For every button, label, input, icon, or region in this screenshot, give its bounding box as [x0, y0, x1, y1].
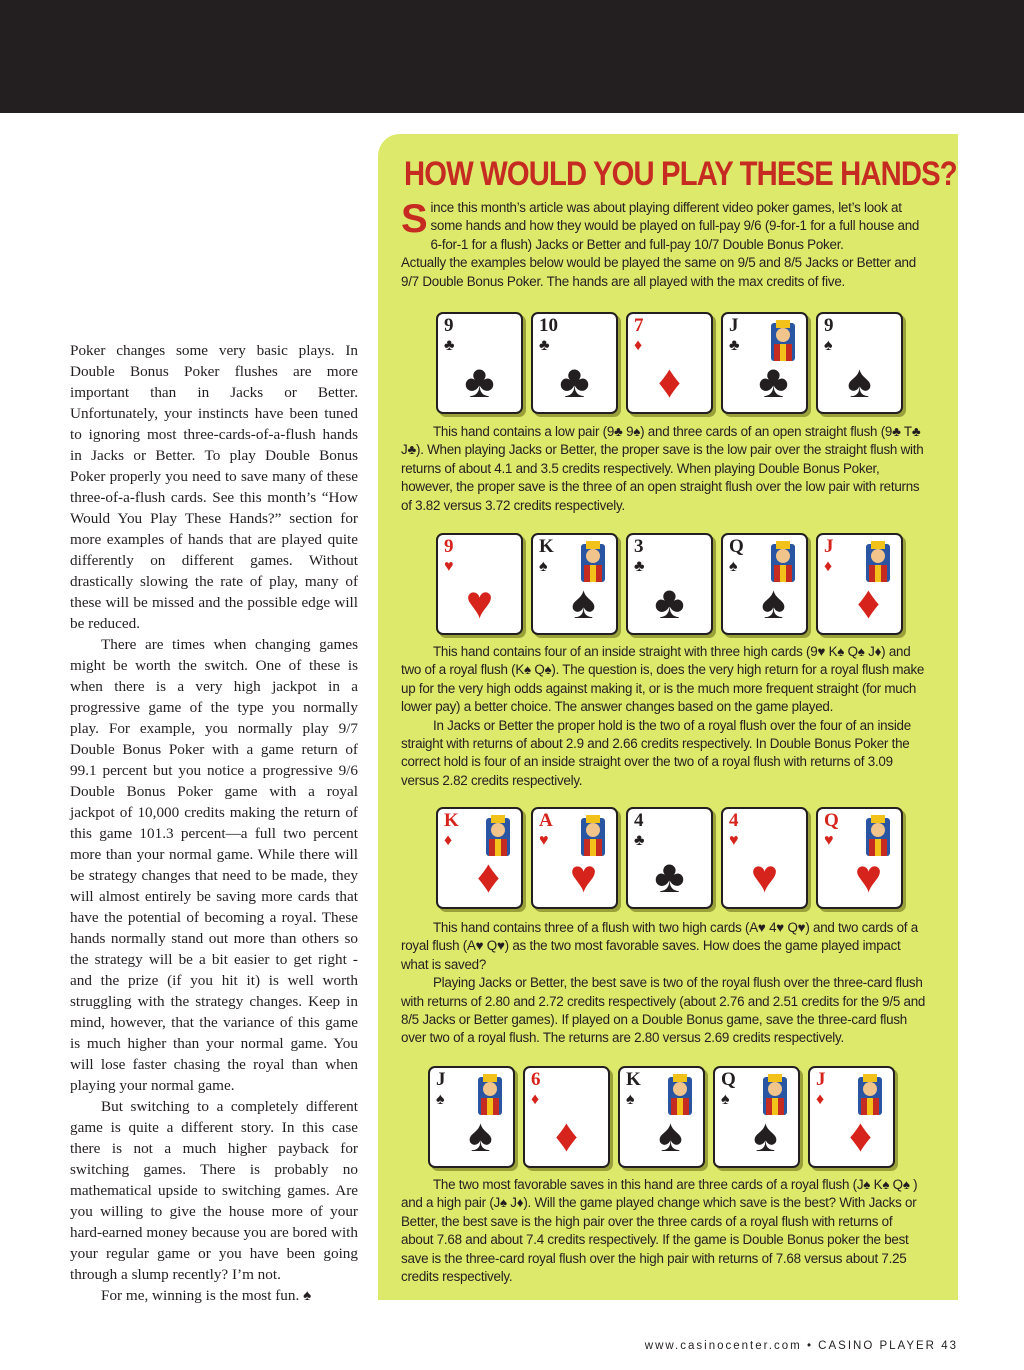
heart-small-icon: ♥ [539, 832, 549, 849]
card-hand-4 [428, 1066, 895, 1168]
hand-3-text-2: Playing Jacks or Better, the best save is two of the royal flush over the three-card flush with returns of 2.80 and 2.72 credits respectively (about 2.76 and 2.51 credits for the 9/5 and 8/5 Jacks or Better games). If played on a Double Bonus game, save the three-card flush over two of a royal flush. The returns are 2.80 versus 2.69 credits respectively. [401, 975, 926, 1046]
card-rank: A [539, 810, 553, 831]
card-hand-1 [436, 312, 903, 414]
spade-small-icon: ♠ [729, 558, 738, 575]
intro-text: ince this month’s article was about playing different video poker games, let’s look at some hands and how they would be played on full-pay 9/6 (9-for-1 for a full house and 6-for-1 for a flush) Jacks or Better and full-pay 10/7 Double Bonus Poker. [430, 200, 920, 252]
card-hand-2 [436, 533, 903, 635]
club-icon: ♣ [464, 356, 495, 407]
card-rank: J [436, 1069, 446, 1090]
hand-3-text: This hand contains three of a flush with two high cards (A♥ 4♥ Q♥) and two cards of a royal flush (A♥ Q♥) as the two most favorable saves. How does the game played impact what is saved? [401, 920, 918, 972]
spade-icon: ♠ [753, 1110, 778, 1161]
article-paragraph: There are times when changing games might be worth the switch. One of these is when there is a very high jackpot in a progressive game of the type you normally play. For example, you normally play 9/7 Double Bonus Poker with a game return of 99.1 percent but you notice a progressive 9/6 Double Bonus Poker game with a royal jackpot of 10,000 credits making the return of this game 101.3 percent—a full two percent more than your normal game. While there will be strategy changes that need to be made, they will almost entirely be saving more cards that have the potential of becoming a royal. These hands normally stand out more than others so the strategy will be a bit easier to get right - and the prize (if you hit it) is well worth struggling with the strategy changes. Keep in mind, however, that the variance of this game is much higher than your normal game. You will lose faster chasing the royal than when playing your normal game. [70, 636, 358, 1094]
drop-cap: S [401, 197, 428, 241]
playing-card [523, 1066, 610, 1168]
card-rank: 3 [634, 536, 644, 557]
spade-small-icon: ♠ [626, 1091, 635, 1108]
footer-bullet: • [806, 1340, 813, 1352]
diamond-icon: ♦ [554, 1110, 579, 1161]
article-closing-line [70, 1285, 358, 1306]
footer-page-number: 43 [941, 1340, 958, 1352]
playing-card [816, 533, 903, 635]
playing-card [721, 807, 808, 909]
spade-icon: ♠ [468, 1110, 493, 1161]
playing-card [531, 312, 618, 414]
hand-2-text-2: In Jacks or Better the proper hold is the two of a royal flush over the four of an inside straight with returns of about 2.9 and 2.66 credits respectively. In Double Bonus Poker the correct hold is four of an inside straight over the two of a royal flush with returns of 3.09 versus 2.82 credits respectively. [401, 717, 911, 788]
diamond-small-icon: ♦ [531, 1091, 540, 1108]
card-rank: J [729, 315, 739, 336]
playing-card [626, 312, 713, 414]
hand-2-text: This hand contains four of an inside straight with three high cards (9♥ K♠ Q♠ J♦) and two of a royal flush (K♠ Q♠). The question is, does the very high return for a royal flush make up for the very high odds against making it, or is the much more frequent straight (for much lower pay) a better choice. The answer changes based on the game played. [401, 644, 925, 715]
intro-text-2: Actually the examples below would be played the same on 9/5 and 8/5 Jacks or Better and 9/7 Double Bonus Poker. The hands are all played with the max credits of five. [401, 255, 916, 289]
diamond-small-icon: ♦ [824, 558, 833, 575]
spade-icon: ♠ [761, 577, 786, 628]
card-rank: J [816, 1069, 826, 1090]
playing-card [531, 807, 618, 909]
top-black-bar [0, 0, 1024, 113]
playing-card [816, 312, 903, 414]
heart-small-icon: ♥ [729, 832, 739, 849]
club-icon: ♣ [559, 356, 590, 407]
footer-magazine: CASINO PLAYER [818, 1340, 936, 1352]
playing-card [721, 312, 808, 414]
card-rank: K [539, 536, 554, 557]
diamond-small-icon: ♦ [634, 337, 643, 354]
spade-small-icon: ♠ [721, 1091, 730, 1108]
hand-3-description [401, 919, 926, 1048]
club-small-icon: ♣ [539, 337, 550, 354]
club-small-icon: ♣ [634, 832, 645, 849]
club-icon: ♣ [654, 577, 685, 628]
article-paragraph: Poker changes some very basic plays. In Double Bonus Poker flushes are more important than in Jacks or Better. Unfortunately, your instincts have been tuned to ignoring most three-cards-of-a-flush hands in Jacks or Better. To play Double Bonus Poker properly you need to save many of these three-of-a-flush cards. See this month’s “How Would You Play These Hands?” section for more examples of hands that are played quite differently on different games. Without drastically slowing the rate of play, many of these will be missed and the possible edge will be reduced. [70, 342, 358, 632]
diamond-icon: ♦ [848, 1110, 873, 1161]
diamond-icon: ♦ [476, 851, 501, 902]
card-rank: 9 [444, 315, 454, 336]
card-rank: K [626, 1069, 641, 1090]
card-rank: 9 [444, 536, 454, 557]
hand-4-description [401, 1176, 926, 1286]
heart-icon: ♥ [569, 851, 598, 902]
playing-card [436, 807, 523, 909]
hand-1-description [401, 423, 926, 515]
heart-icon: ♥ [465, 577, 494, 628]
card-rank: 9 [824, 315, 834, 336]
club-icon: ♣ [758, 356, 789, 407]
hand-2-description [401, 643, 926, 790]
card-hand-3 [436, 807, 903, 909]
heart-small-icon: ♥ [824, 832, 834, 849]
playing-card [531, 533, 618, 635]
club-small-icon: ♣ [634, 558, 645, 575]
diamond-icon: ♦ [657, 356, 682, 407]
card-rank: 7 [634, 315, 644, 336]
spade-icon: ♠ [658, 1110, 683, 1161]
card-rank: 4 [634, 810, 644, 831]
footer-site: www.casinocenter.com [644, 1340, 802, 1352]
playing-card [721, 533, 808, 635]
heart-small-icon: ♥ [444, 558, 454, 575]
heart-icon: ♥ [854, 851, 883, 902]
playing-card [626, 533, 713, 635]
playing-card [436, 533, 523, 635]
article-paragraph: But switching to a completely different game is quite a different story. In this case there is not a much higher payback for switching games. There is probably no mathematical upside to switching games. Are you willing to give the house more of your hard-earned money because you are bored with your regular game or you have been going through a slump recently? I’m not. [70, 1098, 358, 1283]
hand-1-text: This hand contains a low pair (9♣ 9♠) and three cards of an open straight flush (9♣ T♣ J♣). When playing Jacks or Better, the proper save is the low pair over the straight flush with returns of about 4.1 and 3.5 credits respectively. When playing Double Bonus Poker, however, the proper save is the three of an open straight flush over the low pair with returns of 3.82 versus 3.72 credits respectively. [401, 424, 924, 513]
spade-small-icon: ♠ [539, 558, 548, 575]
card-rank: J [824, 536, 834, 557]
playing-card [428, 1066, 515, 1168]
diamond-small-icon: ♦ [816, 1091, 825, 1108]
heart-icon: ♥ [750, 851, 779, 902]
club-small-icon: ♣ [444, 337, 455, 354]
article-column [70, 340, 358, 1306]
page-footer [645, 1340, 958, 1352]
playing-card [808, 1066, 895, 1168]
card-rank: 6 [531, 1069, 541, 1090]
diamond-icon: ♦ [856, 577, 881, 628]
diamond-small-icon: ♦ [444, 832, 453, 849]
hand-4-text: The two most favorable saves in this hand are three cards of a royal flush (J♠ K♠ Q♠ ) and a high pair (J♠ J♦). Will the game played change which save is the best? With Jacks or Better, the best save is the high pair over the three cards of a royal flush with returns of about 7.68 and about 7.4 credits respectively. If the game is Double Bonus poker the best save is the three-card royal flush over the high pair with returns of 7.68 versus about 7.25 credits respectively. [401, 1177, 918, 1285]
card-rank: Q [824, 810, 839, 831]
card-rank: 10 [539, 315, 558, 336]
end-mark-spade-icon: ♠ [303, 1287, 312, 1304]
card-rank: Q [729, 536, 744, 557]
playing-card [626, 807, 713, 909]
playing-card [816, 807, 903, 909]
closing-text: For me, winning is the most fun. [101, 1287, 300, 1304]
playing-card [436, 312, 523, 414]
club-icon: ♣ [654, 851, 685, 902]
card-rank: K [444, 810, 459, 831]
sidebar-title: HOW WOULD YOU PLAY THESE HANDS? [404, 155, 957, 193]
spade-icon: ♠ [571, 577, 596, 628]
spade-small-icon: ♠ [436, 1091, 445, 1108]
spade-small-icon: ♠ [824, 337, 833, 354]
club-small-icon: ♣ [729, 337, 740, 354]
sidebar-intro [401, 199, 926, 291]
card-rank: Q [721, 1069, 736, 1090]
playing-card [713, 1066, 800, 1168]
playing-card [618, 1066, 705, 1168]
card-rank: 4 [729, 810, 739, 831]
spade-icon: ♠ [847, 356, 872, 407]
